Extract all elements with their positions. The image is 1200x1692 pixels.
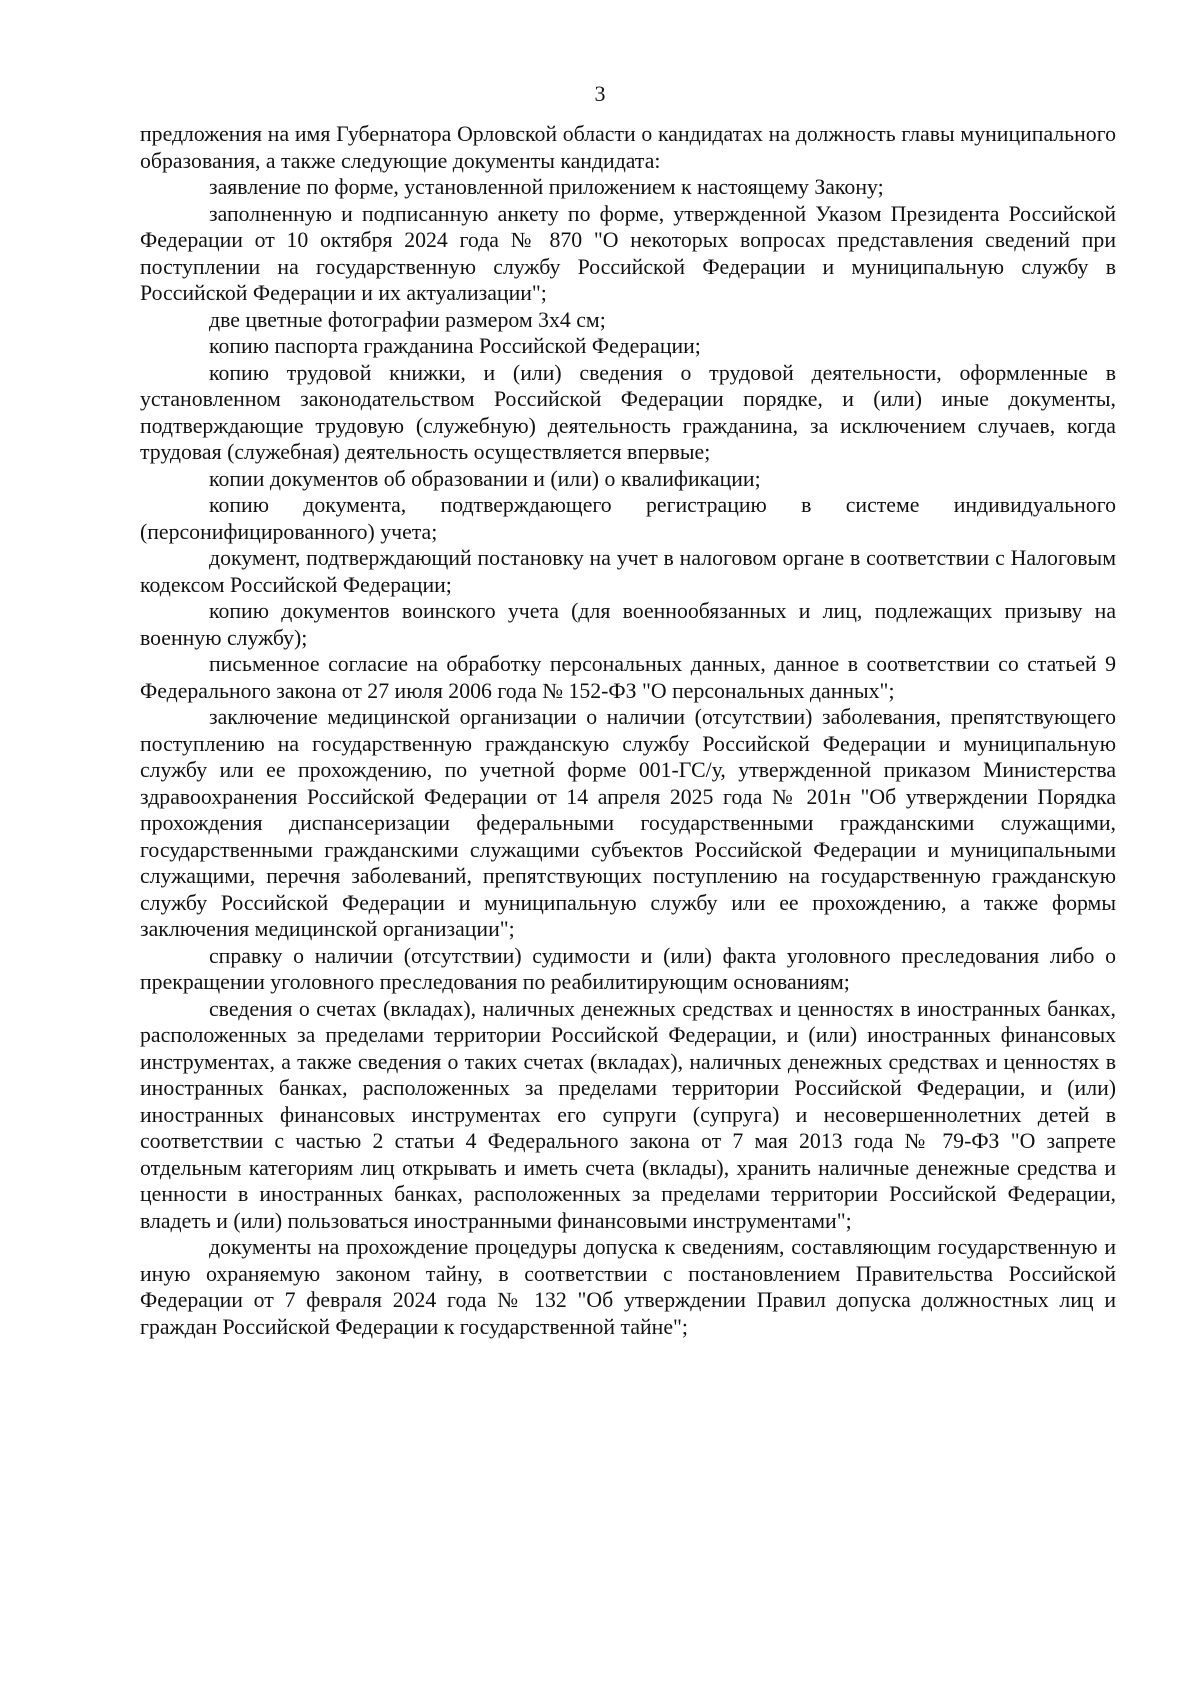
paragraph-military-records: копию документов воинского учета (для военнообязанных и лиц, подлежащих призыву на военную службу);	[140, 599, 1116, 650]
paragraph-personal-data-consent: письменное согласие на обработку персональных данных, данное в соответствии со статьей 9 Федерального закона от 27 июля 2006 года № 152-ФЗ "О персональных данных";	[140, 652, 1116, 703]
page-number: 3	[594, 81, 606, 106]
paragraph-passport: копию паспорта гражданина Российской Федерации;	[209, 334, 701, 358]
paragraph-application: заявление по форме, установленной приложением к настоящему Закону;	[209, 175, 884, 199]
paragraph-work-record: копию трудовой книжки, и (или) сведения о трудовой деятельности, оформленные в установленном законодательством Российской Федерации порядке, и (или) иные документы, подтверждающие трудовую (служебную) деятельность гражданина, за исключением случаев, когда трудовая (служебная) деятельность осуществляется впервые;	[140, 360, 1116, 464]
paragraph-tax-registration: документ, подтверждающий постановку на учет в налоговом органе в соответствии с Налоговым кодексом Российской Федерации;	[140, 546, 1116, 597]
paragraph-state-secret-clearance: документы на прохождение процедуры допуска к сведениям, составляющим государственную и иную охраняемую законом тайну, в соответствии с постановлением Правительства Российской Федерации от 7 февраля 2024 года № 132 "Об утверждении Правил допуска должностных лиц и граждан Российской Федерации к государственной тайне";	[140, 1235, 1116, 1339]
paragraph-education: копии документов об образовании и (или) о квалификации;	[209, 466, 761, 491]
paragraph-insurance-registration: копию документа, подтверждающего регистрацию в системе индивидуального (персонифицированного) учета;	[140, 493, 1116, 544]
paragraph-criminal-record: справку о наличии (отсутствии) судимости и (или) факта уголовного преследования либо о прекращении уголовного преследования по реабилитирующим основаниям;	[140, 943, 1116, 994]
paragraph-photos: две цветные фотографии размером 3х4 см;	[209, 307, 606, 332]
paragraph-questionnaire: заполненную и подписанную анкету по форме, утвержденной Указом Президента Российской Федерации от 10 октября 2024 года № 870 "О некоторых вопросах представления сведений при поступлении на государственную службу Российской Федерации и муниципальную службу в Российской Федерации и их актуализации";	[140, 201, 1116, 305]
paragraph-intro: предложения на имя Губернатора Орловской области о кандидатах на должность главы муниципального образования, а также следующие документы кандидата:	[140, 122, 1116, 173]
paragraph-medical-conclusion: заключение медицинской организации о наличии (отсутствии) заболевания, препятствующего поступлению на государственную гражданскую службу Российской Федерации и муниципальную службу или ее прохождению, по учетной форме 001-ГС/у, утвержденной приказом Министерства здравоохранения Российской Федерации от 14 апреля 2025 года № 201н "Об утверждении Порядка прохождения диспансеризации федеральными государственными гражданскими служащими, государственными гражданскими служащими субъектов Российской Федерации и муниципальными служащими, перечня заболеваний, препятствующих поступлению на государственную гражданскую службу Российской Федерации и муниципальную службу или ее прохождению, а также формы заключения медицинской организации";	[140, 705, 1116, 941]
document-body	[140, 121, 1116, 1340]
paragraph-foreign-accounts: сведения о счетах (вкладах), наличных денежных средствах и ценностях в иностранных банках, расположенных за пределами территории Российской Федерации, и (или) иностранных финансовых инструментах, а также сведения о таких счетах (вкладах), наличных денежных средствах и ценностях в иностранных банках, расположенных за пределами территории Российской Федерации, и (или) иностранных финансовых инструментах его супруги (супруга) и несовершеннолетних детей в соответствии с частью 2 статьи 4 Федерального закона от 7 мая 2013 года № 79-ФЗ "О запрете отдельным категориям лиц открывать и иметь счета (вклады), хранить наличные денежные средства и ценности в иностранных банках, расположенных за пределами территории Российской Федерации, владеть и (или) пользоваться иностранными финансовыми инструментами";	[140, 996, 1116, 1233]
